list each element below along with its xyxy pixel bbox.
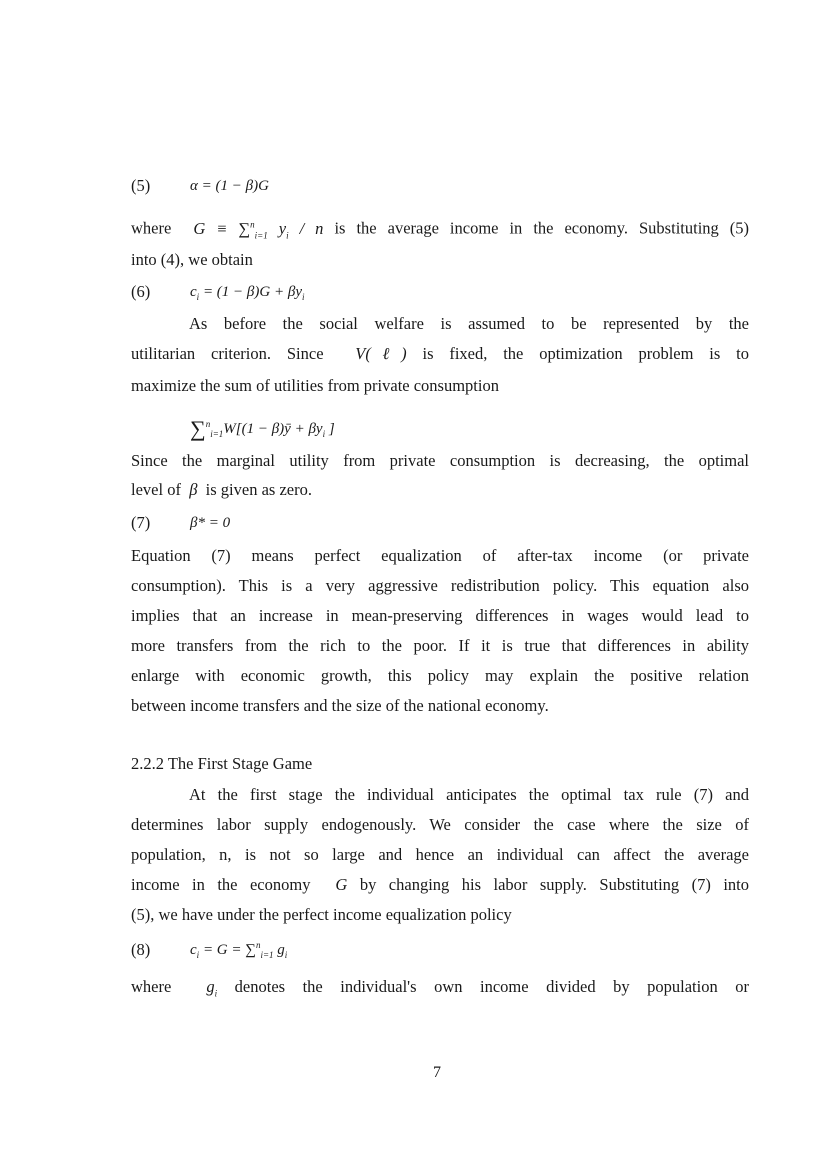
paragraph-marginal-utility-line1: Since the marginal utility from private consumption is decreasing, the optimal xyxy=(131,451,749,470)
paragraph-first-stage-line4: income in the economy G by changing his labor supply. Substituting (7) into xyxy=(131,875,750,894)
math-beta: β xyxy=(189,480,198,499)
equation-5: α = (1 − β)G xyxy=(190,178,269,194)
equation-number-8: (8) xyxy=(131,940,151,959)
paragraph-equalization-line2: consumption). This is a very aggressive redistribution policy. This equation also xyxy=(131,576,749,595)
math-g: G xyxy=(335,875,348,894)
equation-sum-utilities: ∑$^n_{i=1}$W[(1 − β)ȳ + $\beta y_i$ ] xyxy=(190,416,335,441)
paragraph-social-welfare-line1: As before the social welfare is assumed to be represented by the xyxy=(189,314,749,333)
math-g-i: $g_i$ xyxy=(206,977,218,999)
paragraph-first-stage-line2: determines labor supply endogenously. We consider the case where the size of xyxy=(131,815,749,834)
equation-7: β* = 0 xyxy=(190,515,231,531)
paragraph-equalization-line1: Equation (7) means perfect equalization of after-tax income (or private xyxy=(131,546,749,565)
paragraph-equalization-line3: implies that an increase in mean-preserving differences in wages would lead to xyxy=(131,606,749,625)
paragraph-where-g-denotes: where $g_i$ denotes the individual's own income divided by population or xyxy=(131,977,749,999)
paragraph-social-welfare-line3: maximize the sum of utilities from private consumption xyxy=(131,376,499,395)
equation-number-7: (7) xyxy=(131,513,151,532)
page-number: 7 xyxy=(433,1064,441,1081)
equation-number-6: (6) xyxy=(131,282,151,301)
paragraph-marginal-utility-line2: level of β is given as zero. xyxy=(131,480,312,499)
math-v-ell: V(ℓ) xyxy=(355,344,407,363)
paragraph-first-stage-line5: (5), we have under the perfect income equalization policy xyxy=(131,905,512,924)
paragraph-where-average-income: where G ≡ ∑$^n_{i=1}$ $y_i$ / n is the average income in the economy. Substituting (5) xyxy=(131,218,750,240)
math-average-income-definition: G ≡ ∑$^n_{i=1}$ $y_i$ / n xyxy=(193,218,324,240)
paragraph-first-stage-line3: population, n, is not so large and hence an individual can affect the average xyxy=(131,845,749,864)
equation-8: $c_i = G = \sum^n_{i=1}$ $g_i$ xyxy=(190,940,288,960)
equation-number-5: (5) xyxy=(131,176,151,195)
section-title: 2.2.2 The First Stage Game xyxy=(131,754,313,773)
paragraph-first-stage-line1: At the first stage the individual anticipates the optimal tax rule (7) and xyxy=(189,785,749,804)
equation-6: $c_i = (1 - \beta)G + \beta y_i$ xyxy=(190,284,305,302)
text-into-4: into (4), we obtain xyxy=(131,250,253,269)
paragraph-equalization-line4: more transfers from the rich to the poor. If it is true that differences in ability xyxy=(131,636,749,655)
paragraph-equalization-line5: enlarge with economic growth, this policy may explain the positive relation xyxy=(131,666,749,685)
paragraph-equalization-line6: between income transfers and the size of the national economy. xyxy=(131,696,549,715)
paragraph-social-welfare-line2: utilitarian criterion. Since V(ℓ) is fixed, the optimization problem is to xyxy=(131,344,750,363)
